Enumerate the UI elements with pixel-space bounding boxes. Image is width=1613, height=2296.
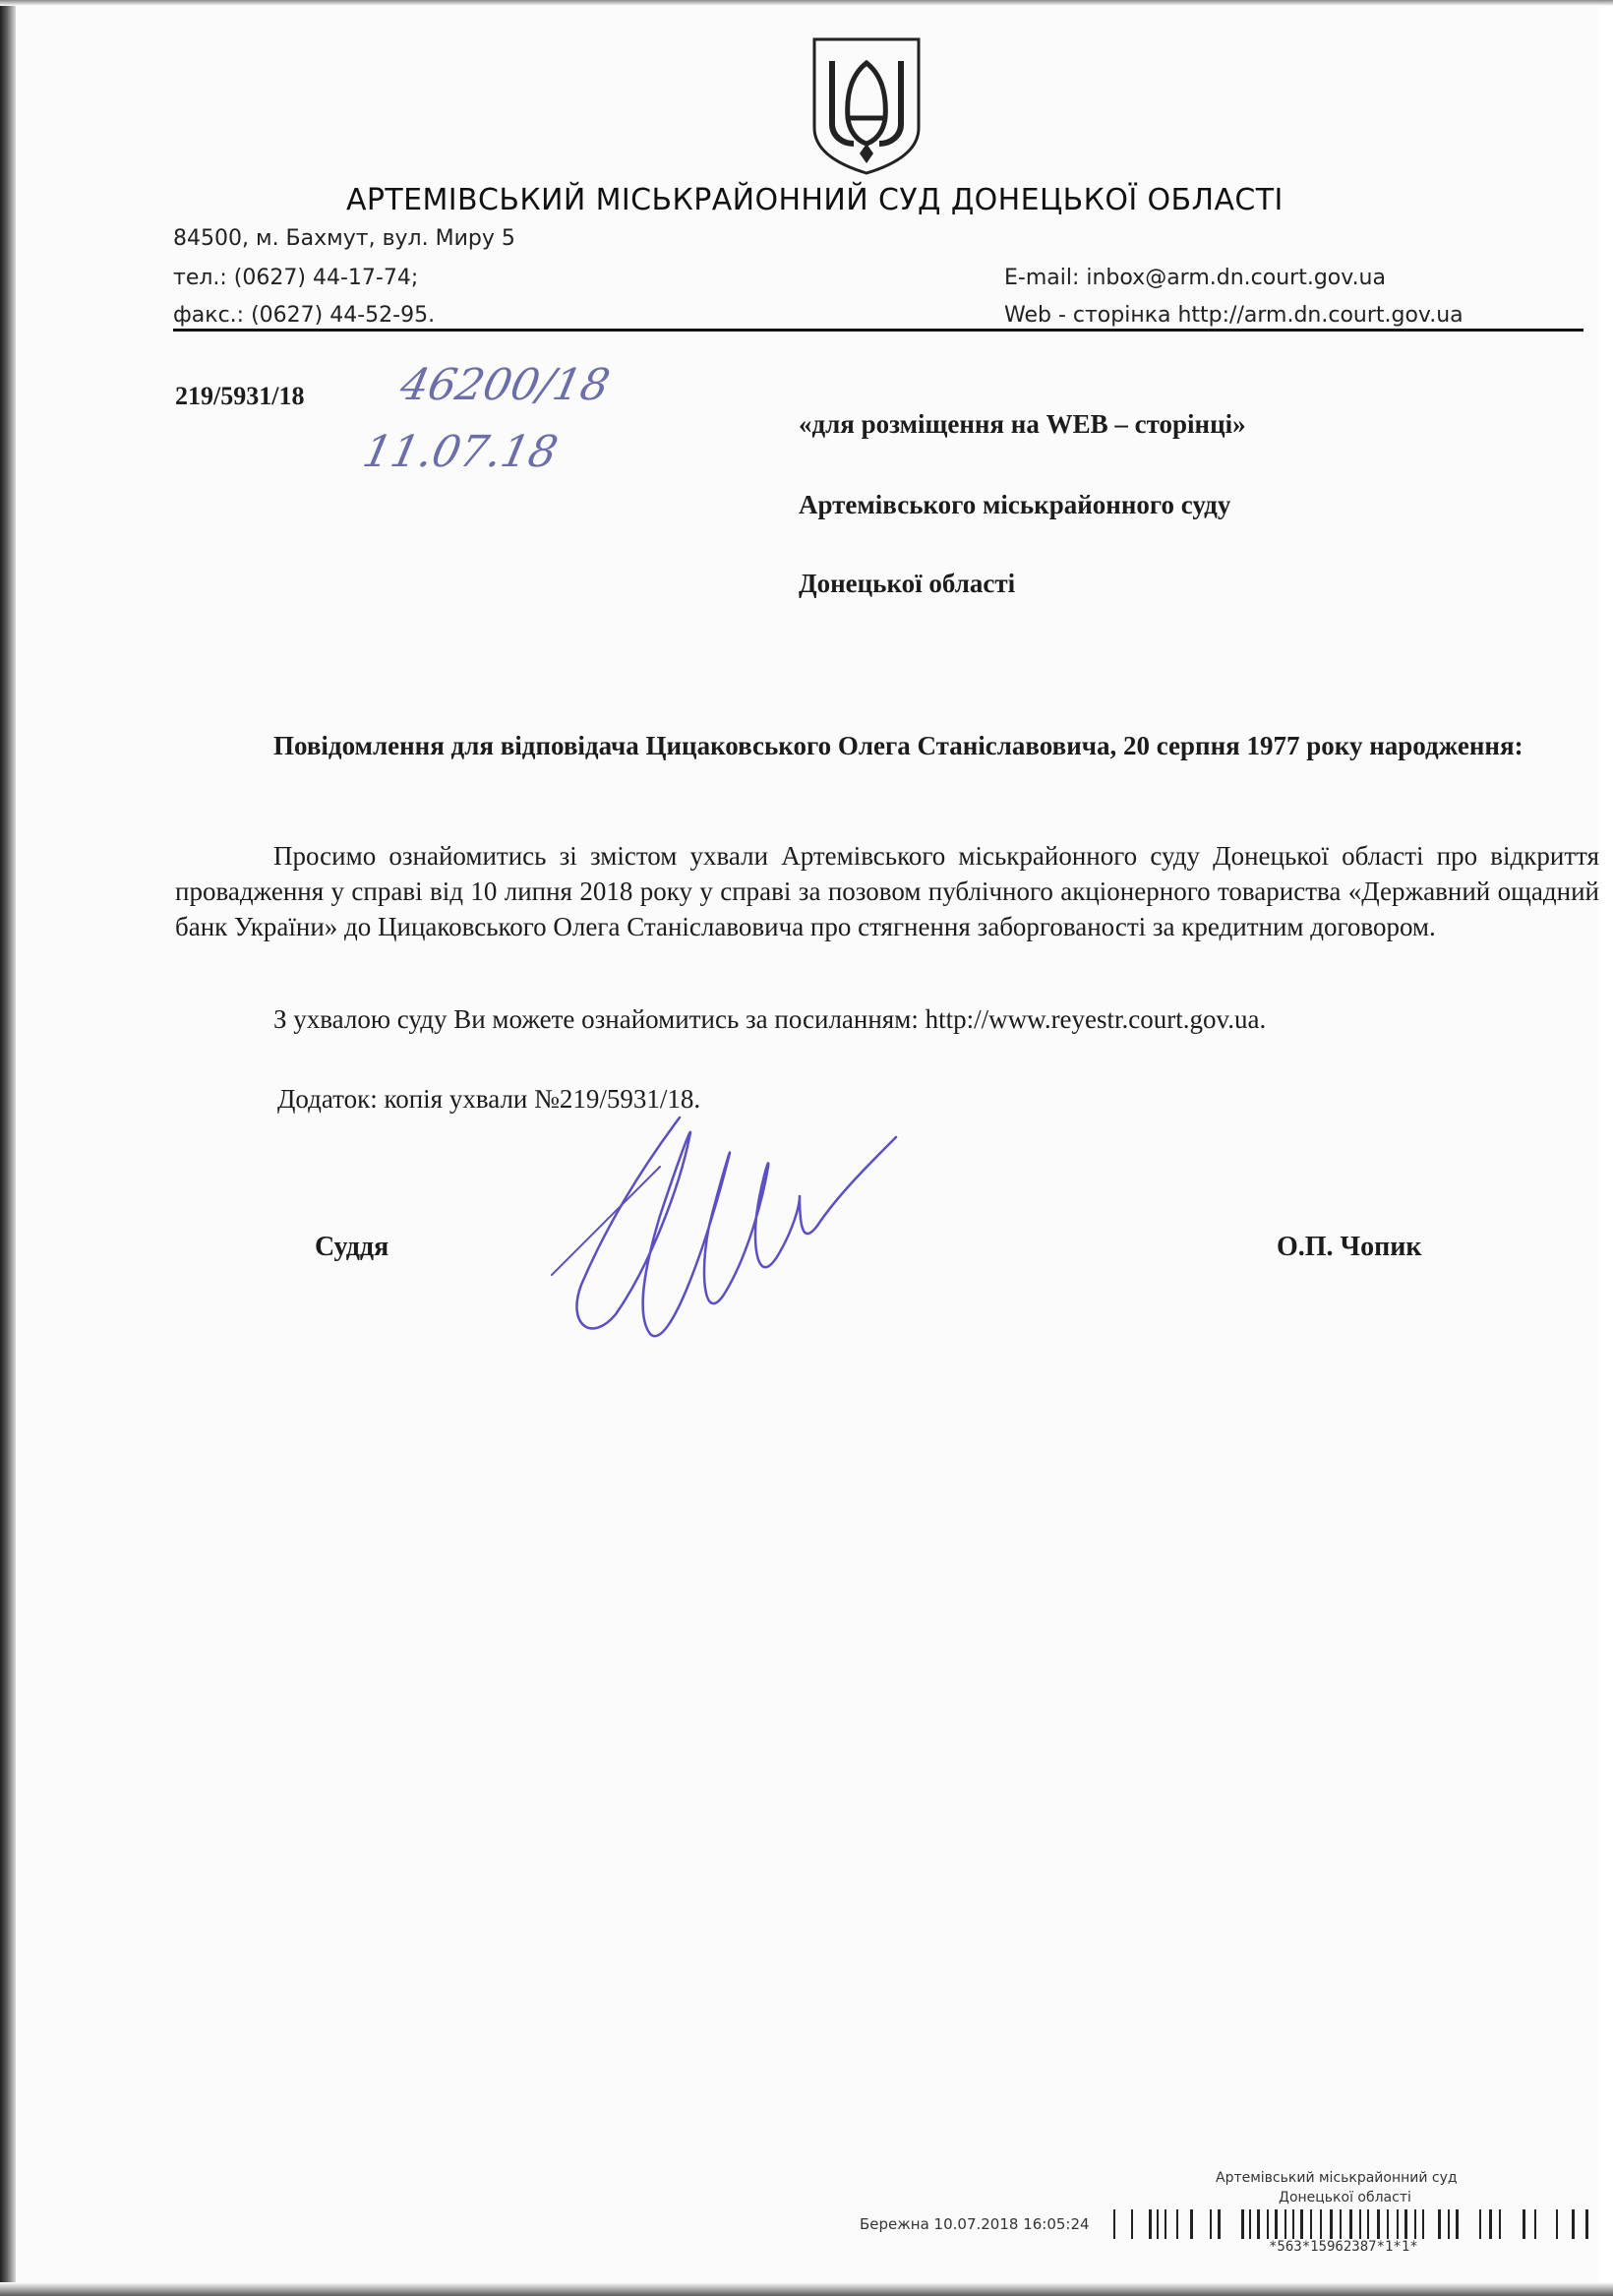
coat-of-arms-icon xyxy=(808,33,925,177)
barcode xyxy=(1113,2209,1591,2239)
attachment-note: Додаток: копія ухвали №219/5931/18. xyxy=(277,1084,701,1114)
court-email: E-mail: inbox@arm.dn.court.gov.ua xyxy=(1004,266,1386,290)
addressee-line-1: «для розміщення на WEB – сторінці» xyxy=(799,409,1246,439)
header-divider xyxy=(173,329,1583,332)
court-name: АРТЕМІВСЬКИЙ МІСЬКРАЙОННИЙ СУД ДОНЕЦЬКОЇ ОБЛАСТІ xyxy=(346,183,1284,217)
judge-signature xyxy=(542,1098,916,1363)
notice-paragraph-2: З ухвалою суду Ви можете ознайомитись за посиланням: http://www.reyestr.court.gov.ua. xyxy=(273,1004,1267,1034)
notice-title: Повідомлення для відповідача Цицаковського Олега Станіславовича, 20 серпня 1977 року народження: xyxy=(273,731,1523,760)
stamp-region: Донецької області xyxy=(1279,2190,1411,2205)
stamp-court-name: Артемівський міськрайонний суд xyxy=(1216,2170,1458,2186)
court-fax: факс.: (0627) 44-52-95. xyxy=(173,303,436,328)
scan-left-edge xyxy=(0,0,16,2296)
barcode-number: *563*15962387*1*1* xyxy=(1269,2239,1418,2255)
addressee-line-3: Донецької області xyxy=(799,569,1016,598)
stamp-received: Бережна 10.07.2018 16:05:24 xyxy=(860,2215,1090,2233)
document-page xyxy=(16,6,1599,2282)
court-website: Web - сторінка http://arm.dn.court.gov.ua xyxy=(1004,303,1464,328)
court-phone: тел.: (0627) 44-17-74; xyxy=(173,266,419,290)
court-address: 84500, м. Бахмут, вул. Миру 5 xyxy=(173,226,515,251)
case-number: 219/5931/18 xyxy=(175,382,305,410)
handwritten-registration-date: 11.07.18 xyxy=(358,427,563,477)
scan-bottom-edge xyxy=(0,2282,1613,2296)
judge-title: Суддя xyxy=(315,1232,389,1262)
notice-paragraph-1: Просимо ознайомитись зі змістом ухвали Артемівського міськрайонного суду Донецької області про відкриття провадження у справі від 10 липня 2018 року у справі за позовом публічного акціонерного товариства «Державний ощадний банк України» до Цицаковського Олега Станіславовича про стягнення заборгованості за кредитним договором. xyxy=(175,841,1599,941)
judge-name: О.П. Чопик xyxy=(1277,1232,1422,1262)
handwritten-registration-number: 46200/18 xyxy=(395,360,615,410)
addressee-line-2: Артемівського міськрайонного суду xyxy=(799,490,1231,519)
